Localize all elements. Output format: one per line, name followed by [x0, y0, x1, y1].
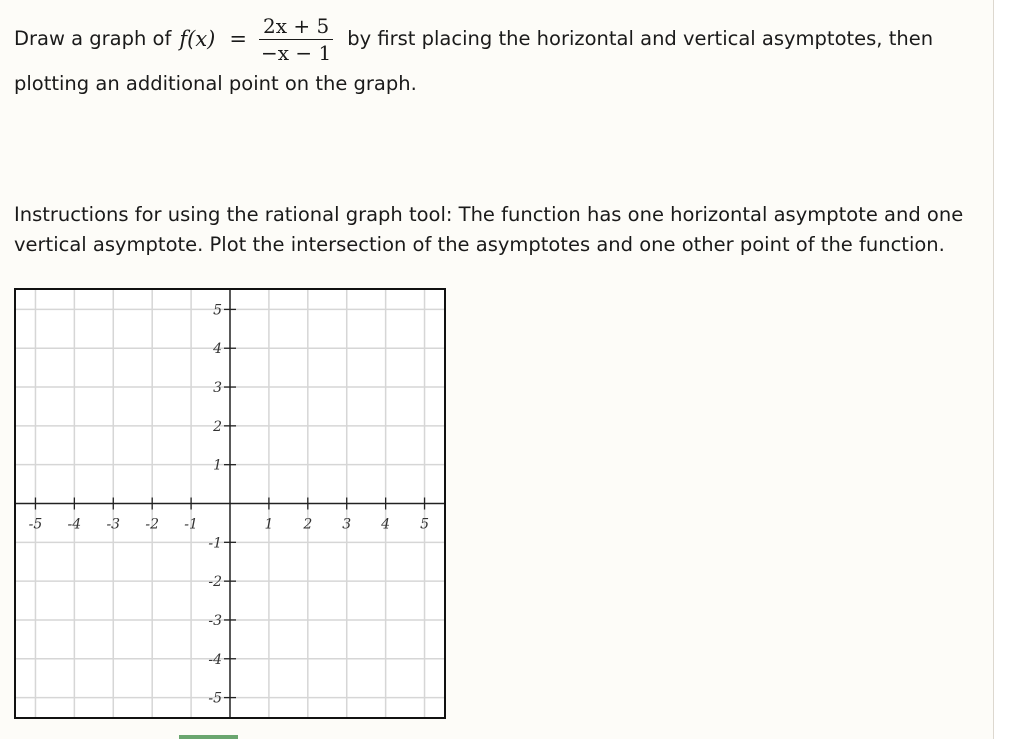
x-tick-label: 4: [381, 516, 391, 533]
function-fraction: [257, 13, 335, 66]
denominator: −x − 1: [260, 40, 332, 65]
x-tick-label: -5: [28, 516, 43, 533]
x-tick-label: -2: [145, 516, 160, 533]
instructions-text: Instructions for using the rational graph tool: The function has one horizontal asymptote and one vertical asymptote. Plot the intersection of the asymptotes and one other point of the function.: [14, 203, 964, 256]
y-tick-label: 4: [213, 341, 222, 358]
y-tick-label: -5: [208, 690, 222, 707]
x-tick-label: -3: [106, 516, 121, 533]
y-tick-label: -4: [208, 651, 222, 668]
x-tick-label: -1: [184, 516, 198, 533]
x-tick-label: 3: [342, 516, 352, 533]
rational-graph-tool[interactable]: [14, 288, 446, 719]
question-text: [14, 8, 984, 95]
y-tick-label: 1: [213, 457, 222, 474]
function-name: f(x): [179, 27, 216, 51]
y-tick-label: 2: [213, 418, 222, 435]
submit-button-edge[interactable]: [179, 735, 238, 739]
question-suffix: by first placing the horizontal and vertical asymptotes, then: [347, 27, 934, 50]
question-prefix: Draw a graph of: [14, 27, 172, 50]
numerator: 2x + 5: [259, 13, 333, 40]
y-tick-label: 5: [213, 302, 222, 319]
graph-canvas[interactable]: [16, 290, 444, 717]
question-line2: plotting an additional point on the graph.: [14, 72, 417, 95]
x-tick-label: 1: [264, 516, 274, 533]
x-tick-label: 2: [303, 516, 313, 533]
y-tick-label: 3: [213, 380, 222, 397]
x-tick-label: 5: [420, 516, 430, 533]
x-tick-label: -4: [67, 516, 82, 533]
y-tick-label: -2: [208, 574, 222, 591]
y-tick-label: -1: [208, 535, 222, 552]
equals-sign: =: [229, 27, 247, 51]
y-tick-label: -3: [208, 612, 222, 629]
